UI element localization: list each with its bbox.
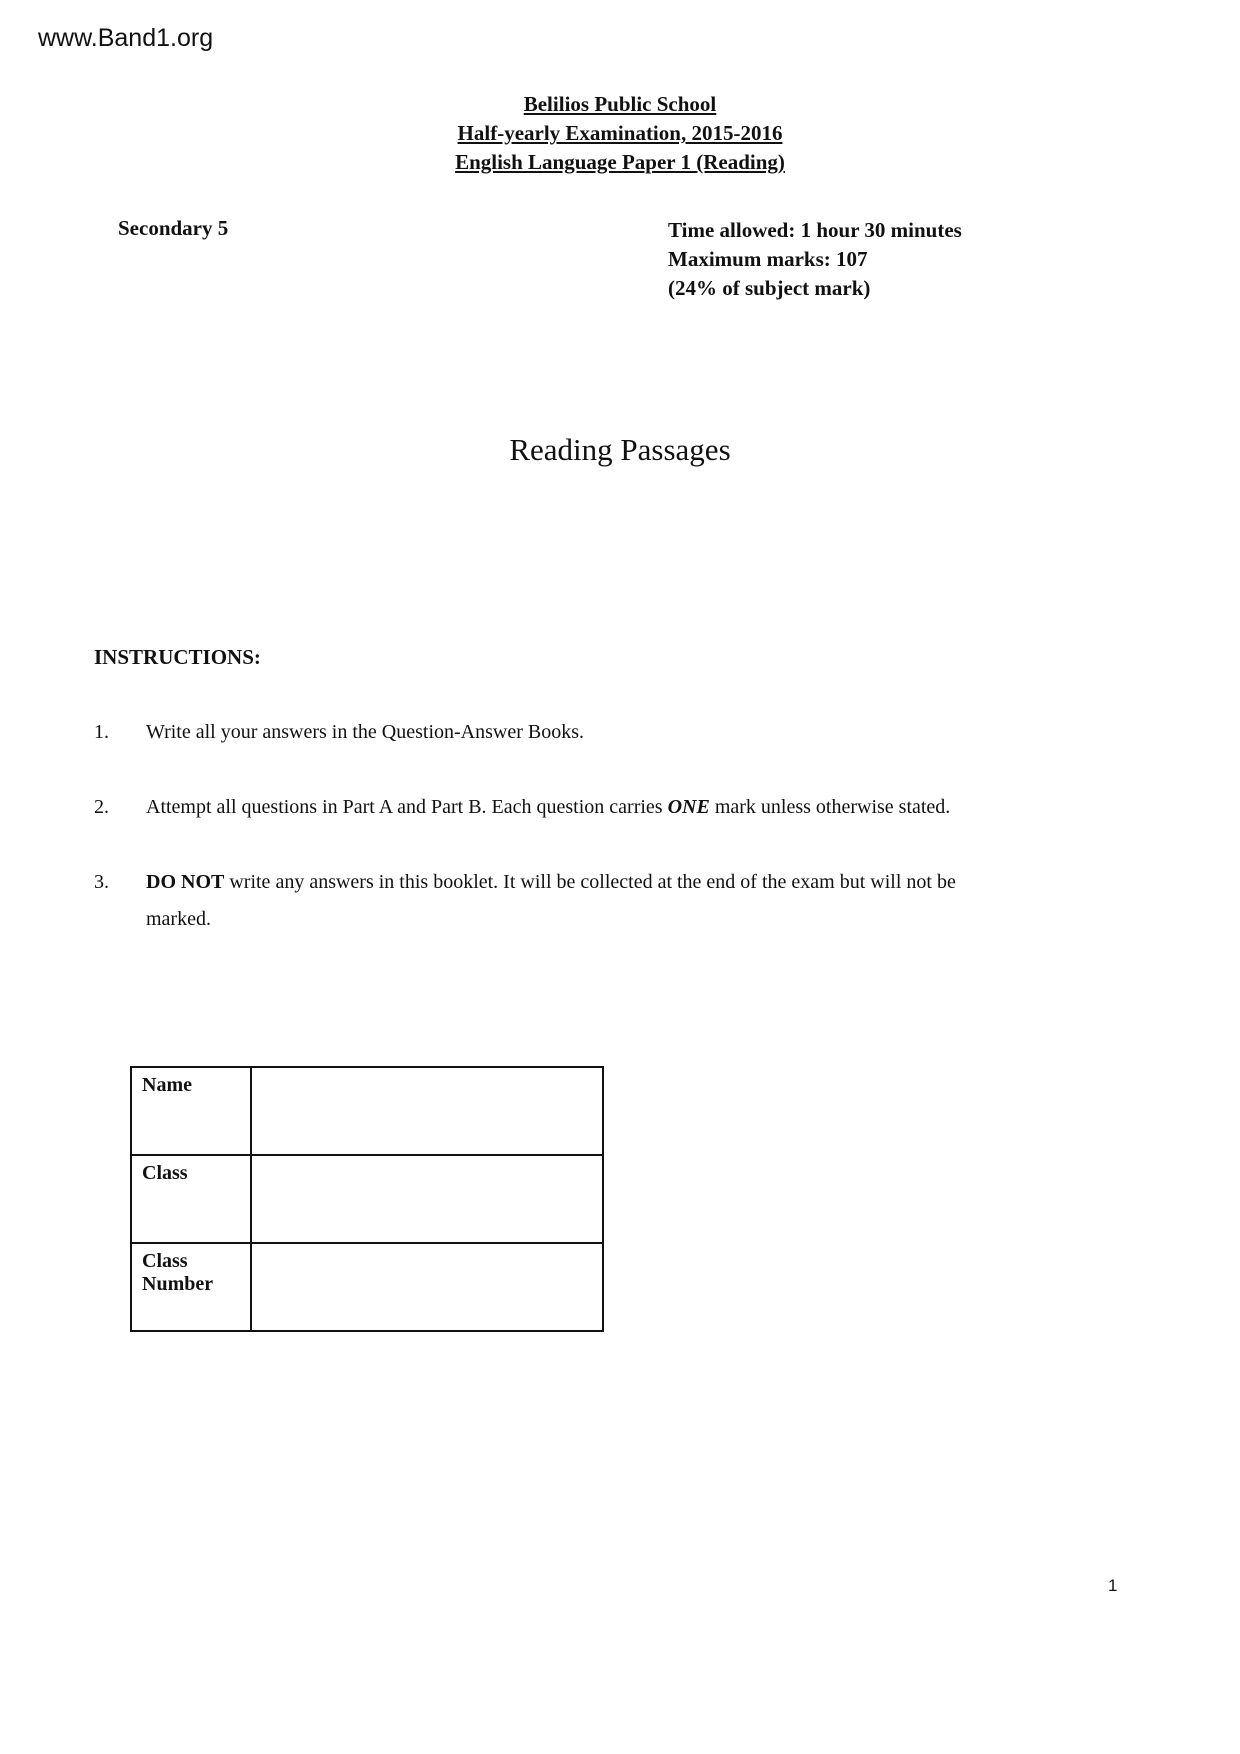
instruction-emphasis: ONE (667, 796, 710, 818)
instruction-text-part: mark unless otherwise stated. (709, 796, 951, 818)
time-allowed: Time allowed: 1 hour 30 minutes (668, 218, 962, 242)
instructions-heading: INSTRUCTIONS: (94, 645, 261, 669)
table-row-name (131, 1067, 603, 1155)
instruction-item-1 (94, 714, 1004, 751)
name-label: Name (131, 1067, 251, 1155)
paper-title: Reading Passages (509, 432, 731, 467)
exam-title: Half-yearly Examination, 2015-2016 (457, 121, 783, 145)
paper-header (0, 90, 1240, 177)
instruction-item-3 (94, 864, 1004, 938)
student-info-table (130, 1066, 604, 1332)
paper-name: English Language Paper 1 (Reading) (455, 150, 785, 174)
page-number: 1 (1108, 1576, 1118, 1595)
class-label: Class (131, 1155, 251, 1243)
exam-meta-right (668, 216, 962, 303)
instruction-text-part: Attempt all questions in Part A and Part B. Each question carries (146, 796, 668, 818)
name-value-cell (251, 1067, 603, 1155)
instructions-section (94, 645, 1004, 976)
instruction-text-part: Write all your answers in the Question-Answer Books. (146, 721, 584, 743)
instruction-item-2 (94, 789, 1004, 826)
maximum-marks: Maximum marks: 107 (668, 247, 868, 271)
table-row-class-number (131, 1243, 603, 1331)
class-number-value-cell (251, 1243, 603, 1331)
instruction-text (146, 714, 1004, 751)
school-name: Belilios Public School (523, 92, 717, 116)
instruction-strong: DO NOT (146, 871, 225, 893)
subject-mark-weight: (24% of subject mark) (668, 276, 871, 300)
class-number-label: Class Number (131, 1243, 251, 1331)
instruction-number: 2. (94, 796, 109, 818)
instruction-text-part: write any answers in this booklet. It will be collected at the end of the exam but will not be marked. (146, 871, 956, 930)
instruction-number: 1. (94, 721, 109, 743)
table-row-class (131, 1155, 603, 1243)
instruction-text (146, 864, 1004, 938)
class-value-cell (251, 1155, 603, 1243)
class-level: Secondary 5 (118, 216, 229, 240)
instruction-number: 3. (94, 871, 109, 893)
instruction-text (146, 789, 1004, 826)
watermark-url: www.Band1.org (38, 24, 214, 52)
